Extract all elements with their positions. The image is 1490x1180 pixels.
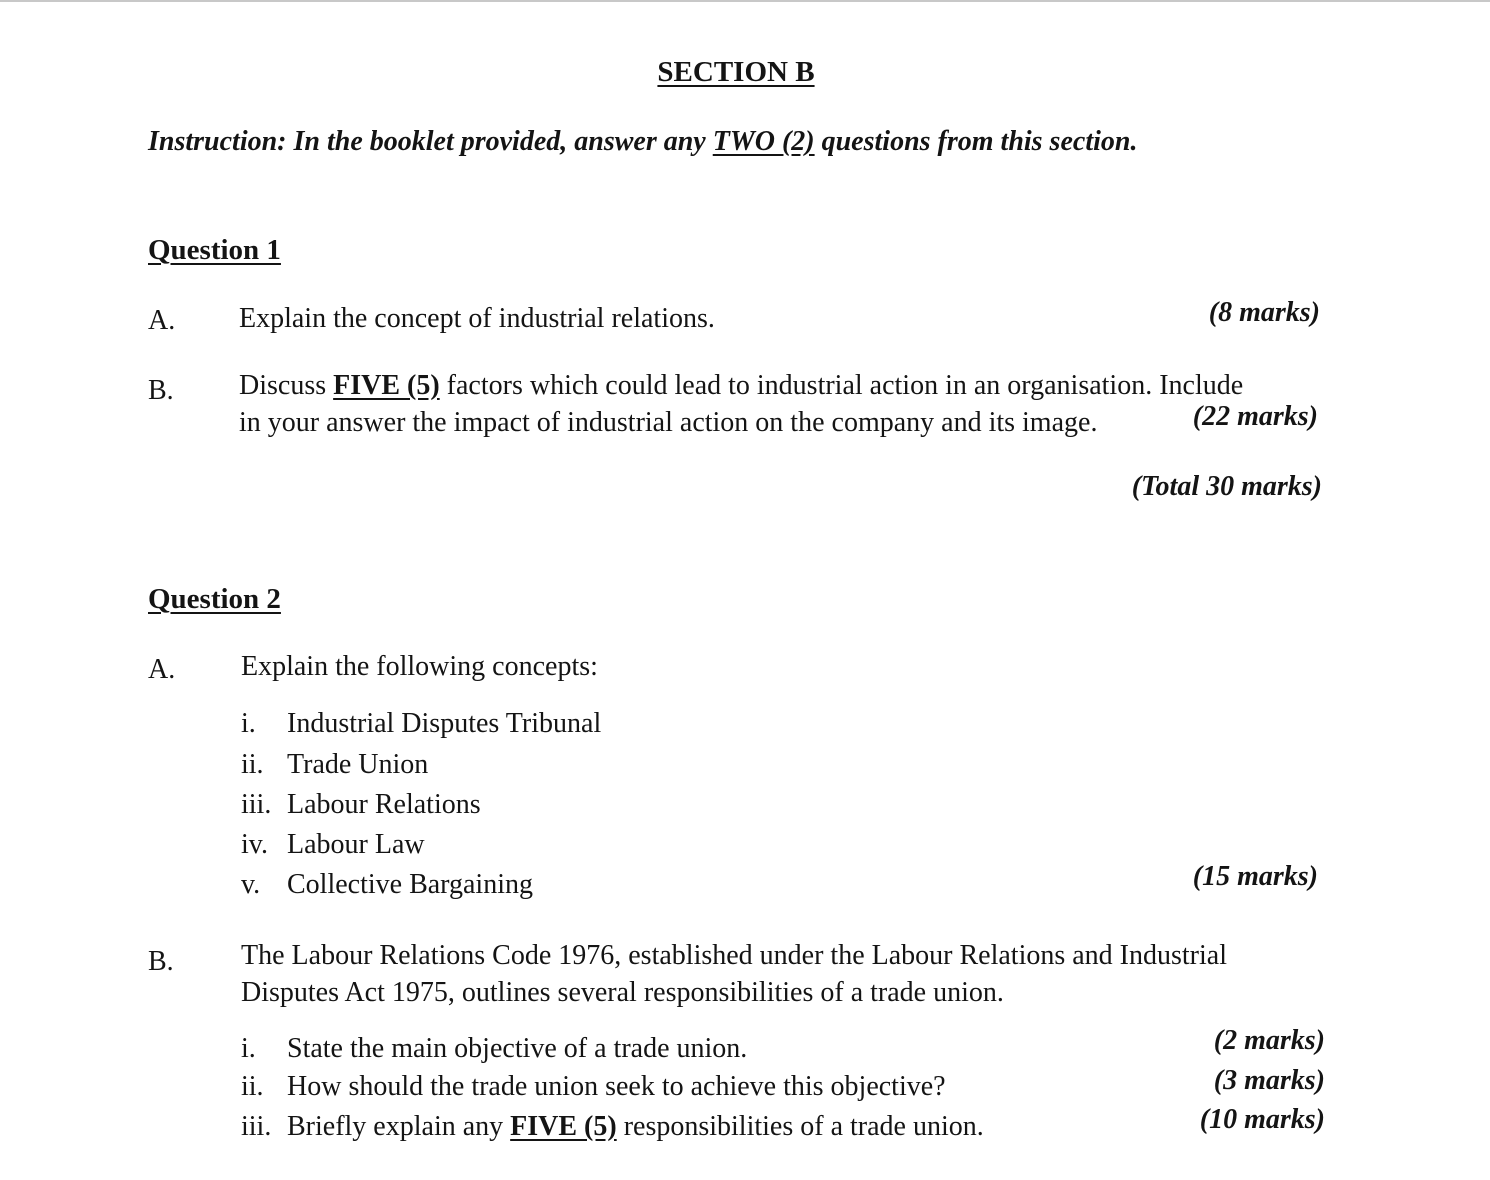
- q2-part-a-text: Explain the following concepts:: [241, 651, 598, 682]
- item-text: Labour Law: [287, 829, 425, 860]
- item-number: ii.: [241, 1071, 264, 1102]
- q1-part-b-letter: B.: [148, 375, 174, 406]
- item-number: i.: [241, 708, 256, 739]
- q2-part-a-item-2: [241, 749, 428, 781]
- q2-part-a-item-3: [241, 789, 481, 821]
- item-text: How should the trade union seek to achieve this objective?: [287, 1071, 946, 1102]
- q1-part-a-letter: A.: [148, 305, 176, 336]
- q1-part-a-text: Explain the concept of industrial relations.: [239, 303, 715, 334]
- q2-part-b-letter: B.: [148, 946, 174, 977]
- q1-part-b-line-2: in your answer the impact of industrial action on the company and its image.: [239, 407, 1098, 438]
- item-number: iii.: [241, 789, 272, 820]
- question-1-heading: Question 1: [148, 234, 281, 266]
- item-text: Industrial Disputes Tribunal: [287, 708, 602, 739]
- item-text: Labour Relations: [287, 789, 481, 820]
- q2-part-b-item-1-marks: (2 marks): [1213, 1025, 1325, 1056]
- item-number: ii.: [241, 749, 264, 780]
- item-text: Trade Union: [287, 749, 429, 780]
- q2-part-b-item-3: [241, 1111, 984, 1143]
- q2-part-b-item-1: [241, 1033, 747, 1065]
- page-top-border: [0, 0, 1490, 2]
- instruction: [148, 126, 1137, 158]
- item-number: i.: [241, 1033, 256, 1064]
- q1-part-b-line-1: [239, 370, 1243, 402]
- instruction-text-before: Instruction: In the booklet provided, answer any: [148, 126, 713, 157]
- q1-part-b-line-1-before: Discuss: [239, 370, 334, 401]
- item-number: iv.: [241, 829, 268, 860]
- item-text: Collective Bargaining: [287, 869, 533, 900]
- q1-part-a-marks: (8 marks): [1208, 297, 1320, 328]
- item-number: v.: [241, 869, 261, 900]
- q1-total-marks: (Total 30 marks): [1131, 471, 1322, 502]
- instruction-emphasis: TWO (2): [712, 126, 815, 157]
- q1-part-b-marks: (22 marks): [1192, 401, 1318, 432]
- q2-part-a-marks: (15 marks): [1192, 861, 1318, 892]
- q2-part-b-item-2-marks: (3 marks): [1213, 1065, 1325, 1096]
- item-text-after: responsibilities of a trade union.: [616, 1111, 984, 1142]
- item-number: iii.: [241, 1111, 272, 1142]
- item-text-before: Briefly explain any: [287, 1111, 511, 1142]
- q2-part-a-item-1: [241, 708, 601, 740]
- q2-part-a-letter: A.: [148, 654, 176, 685]
- item-text: State the main objective of a trade union.: [287, 1033, 748, 1064]
- q2-part-b-line-1: The Labour Relations Code 1976, established under the Labour Relations and Industrial: [241, 940, 1227, 971]
- q2-part-b-item-3-marks: (10 marks): [1199, 1104, 1325, 1135]
- q2-part-b-item-2: [241, 1071, 946, 1103]
- q2-part-a-item-5: [241, 869, 533, 901]
- q1-part-b-line-1-after: factors which could lead to industrial action in an organisation. Include: [439, 370, 1244, 401]
- q1-part-b-emphasis: FIVE (5): [333, 370, 440, 401]
- instruction-text-after: questions from this section.: [814, 126, 1138, 157]
- q2-part-a-item-4: [241, 829, 425, 861]
- item-emphasis: FIVE (5): [510, 1111, 617, 1142]
- section-title: SECTION B: [657, 56, 815, 88]
- q2-part-b-line-2: Disputes Act 1975, outlines several responsibilities of a trade union.: [241, 977, 1004, 1008]
- question-2-heading: Question 2: [148, 583, 281, 615]
